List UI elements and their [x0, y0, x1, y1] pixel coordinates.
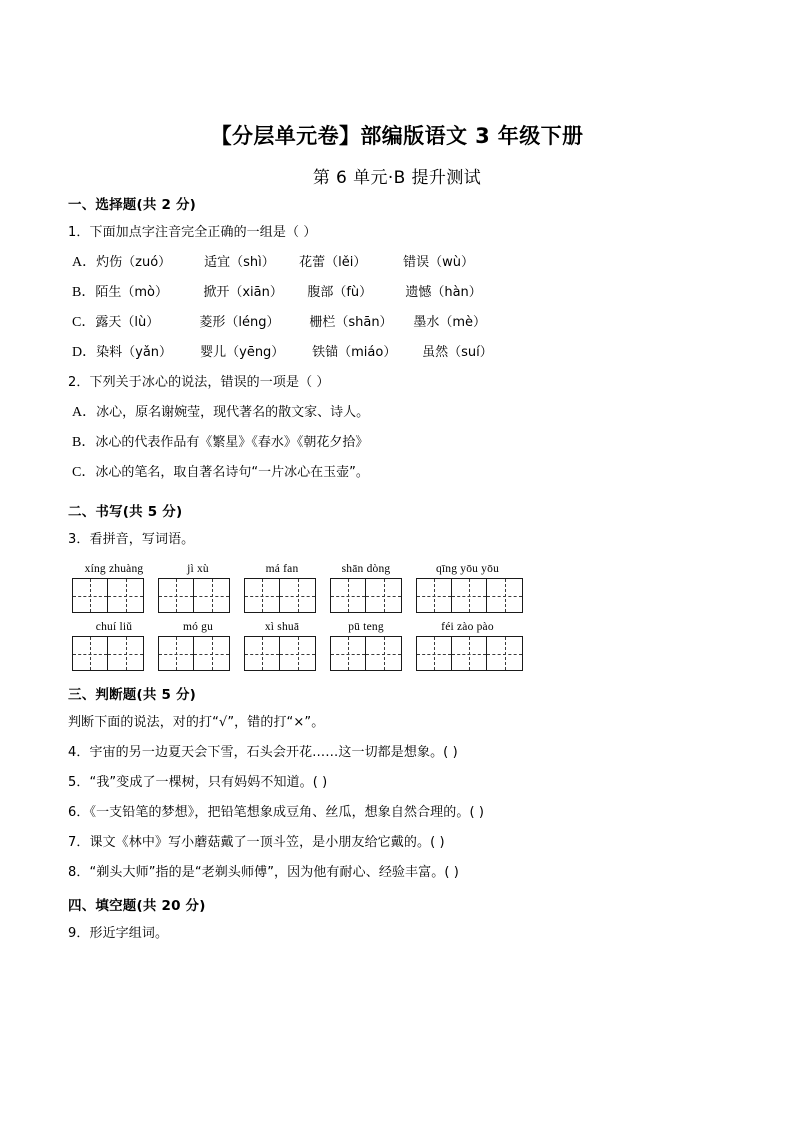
section-heading-3: 三、判断题(共 5 分) — [68, 687, 197, 703]
question-1-option-d[interactable] — [68, 338, 728, 368]
question-1-option-c[interactable] — [68, 308, 728, 338]
option-item: 掀开（xiān） — [203, 285, 283, 300]
question-6 — [68, 798, 728, 828]
option-item: 婴儿（yēng） — [200, 345, 285, 360]
option-item: 错误（wù） — [403, 255, 474, 270]
option-item: 适宜（shì） — [204, 255, 275, 270]
question-9-number: 9． — [68, 926, 90, 941]
pinyin-label: féi zào pào — [441, 621, 494, 633]
question-1-number: 1． — [68, 225, 90, 240]
option-label: B． — [72, 285, 96, 300]
question-5-stem: “我”变成了一棵树，只有妈妈不知道。( ) — [89, 775, 328, 790]
writing-grid-group[interactable] — [158, 636, 230, 671]
question-2-option-c[interactable] — [68, 458, 728, 488]
writing-grid-group[interactable] — [416, 578, 523, 613]
question-9 — [68, 919, 728, 949]
question-1-option-b[interactable] — [68, 278, 728, 308]
writing-grid-row-2[interactable] — [72, 636, 728, 671]
writing-grid-cell[interactable] — [73, 637, 108, 670]
option-item: 铁锚（miáo） — [312, 345, 397, 360]
writing-grid-cell[interactable] — [245, 579, 280, 612]
option-label: C． — [72, 465, 96, 480]
option-item: 染料（yǎn） — [96, 345, 173, 360]
option-label: D． — [72, 345, 97, 360]
option-label: B． — [72, 435, 96, 450]
pinyin-label: qīng yōu yōu — [435, 563, 500, 575]
pinyin-label: xíng zhuàng — [84, 563, 144, 575]
question-3-number: 3． — [68, 532, 90, 547]
question-8 — [68, 858, 728, 888]
writing-grid-group[interactable] — [330, 578, 402, 613]
pinyin-label: chuí liǔ — [95, 621, 133, 633]
section-heading-4: 四、填空题(共 20 分) — [68, 898, 206, 914]
writing-grid-group[interactable] — [244, 636, 316, 671]
option-item: 冰心的笔名，取自著名诗句“一片冰心在玉壶”。 — [95, 465, 369, 480]
writing-grid-cell[interactable] — [73, 579, 108, 612]
option-item: 灼伤（zuó） — [96, 255, 172, 270]
pinyin-row-1 — [72, 563, 728, 575]
writing-grid-group[interactable] — [158, 578, 230, 613]
option-item: 花蕾（lěi） — [299, 255, 367, 270]
question-8-stem: “剃头大师”指的是“老剃头师傅”，因为他有耐心、经验丰富。( ) — [89, 865, 459, 880]
question-2-stem: 下列关于冰心的说法，错误的一项是（ ） — [89, 375, 330, 390]
writing-grid-cell[interactable] — [366, 579, 401, 612]
writing-grid-cell[interactable] — [452, 637, 487, 670]
writing-grid-cell[interactable] — [417, 637, 452, 670]
question-3 — [68, 525, 728, 555]
judgement-instruction: 判断下面的说法，对的打“√”，错的打“×”。 — [68, 715, 325, 730]
page-subtitle: 第 6 单元·B 提升测试 — [312, 168, 482, 188]
option-label: A． — [72, 255, 97, 270]
writing-grid-cell[interactable] — [487, 637, 522, 670]
option-label: C． — [72, 315, 96, 330]
pinyin-label: jì xù — [187, 563, 209, 575]
writing-grid-cell[interactable] — [194, 637, 229, 670]
writing-grid-cell[interactable] — [452, 579, 487, 612]
question-2 — [68, 368, 728, 398]
option-item: 冰心，原名谢婉莹，现代著名的散文家、诗人。 — [96, 405, 370, 420]
question-2-option-b[interactable] — [68, 428, 728, 458]
writing-grid-cell[interactable] — [280, 637, 315, 670]
question-2-option-a[interactable] — [68, 398, 728, 428]
option-item: 冰心的代表作品有《繁星》《春水》《朝花夕拾》 — [95, 435, 369, 450]
option-item: 栅栏（shān） — [309, 315, 393, 330]
pinyin-row-2 — [72, 621, 728, 633]
writing-grid-group[interactable] — [72, 578, 144, 613]
question-4 — [68, 738, 728, 768]
writing-grid-cell[interactable] — [194, 579, 229, 612]
option-item: 陌生（mò） — [95, 285, 168, 300]
writing-grid-cell[interactable] — [331, 637, 366, 670]
option-item: 露天（lù） — [95, 315, 160, 330]
writing-grid-cell[interactable] — [108, 637, 143, 670]
question-8-number: 8． — [68, 865, 90, 880]
question-7-stem: 课文《林中》写小蘑菇戴了一顶斗笠，是小朋友给它戴的。( ) — [89, 835, 445, 850]
question-4-stem: 宇宙的另一边夏天会下雪，石头会开花……这一切都是想象。( ) — [89, 745, 458, 760]
option-item: 墨水（mè） — [413, 315, 487, 330]
pinyin-label: xì shuā — [264, 621, 300, 633]
section-heading-1: 一、选择题(共 2 分) — [68, 197, 197, 213]
pinyin-label: shān dòng — [341, 563, 391, 575]
option-item: 菱形（léng） — [199, 315, 280, 330]
writing-grid-group[interactable] — [416, 636, 523, 671]
writing-grid-cell[interactable] — [331, 579, 366, 612]
writing-grid-cell[interactable] — [159, 637, 194, 670]
question-1-option-a[interactable] — [68, 248, 728, 278]
question-5 — [68, 768, 728, 798]
pinyin-label: má fan — [265, 563, 299, 575]
question-3-stem: 看拼音，写词语。 — [89, 532, 195, 547]
question-1-stem: 下面加点字注音完全正确的一组是（ ） — [89, 225, 317, 240]
question-7-number: 7． — [68, 835, 90, 850]
question-4-number: 4． — [68, 745, 90, 760]
writing-grid-group[interactable] — [244, 578, 316, 613]
writing-grid-cell[interactable] — [487, 579, 522, 612]
writing-grid-cell[interactable] — [280, 579, 315, 612]
writing-grid-cell[interactable] — [366, 637, 401, 670]
option-item: 虽然（suí） — [422, 345, 493, 360]
writing-grid-row-1[interactable] — [72, 578, 728, 613]
writing-grid-cell[interactable] — [417, 579, 452, 612]
section-heading-2: 二、书写(共 5 分) — [68, 504, 183, 520]
question-6-stem: 《一支铅笔的梦想》，把铅笔想象成豆角、丝瓜，想象自然合理的。( ) — [89, 805, 485, 820]
question-2-number: 2． — [68, 375, 90, 390]
writing-grid-cell[interactable] — [245, 637, 280, 670]
writing-grid-group[interactable] — [72, 636, 144, 671]
exam-content — [68, 193, 728, 949]
writing-grid-cell[interactable] — [108, 579, 143, 612]
question-7 — [68, 828, 728, 858]
question-6-number: 6． — [68, 805, 90, 820]
question-9-stem: 形近字组词。 — [89, 926, 169, 941]
option-label: A． — [72, 405, 97, 420]
page-title: 【分层单元卷】部编版语文 3 年级下册 — [210, 124, 584, 148]
option-item: 腹部（fù） — [307, 285, 373, 300]
writing-grid-cell[interactable] — [159, 579, 194, 612]
option-item: 遗憾（hàn） — [405, 285, 482, 300]
question-1 — [68, 218, 728, 248]
writing-grid-group[interactable] — [330, 636, 402, 671]
pinyin-label: pū teng — [348, 621, 384, 633]
pinyin-label: mó gu — [182, 621, 214, 633]
question-5-number: 5． — [68, 775, 90, 790]
